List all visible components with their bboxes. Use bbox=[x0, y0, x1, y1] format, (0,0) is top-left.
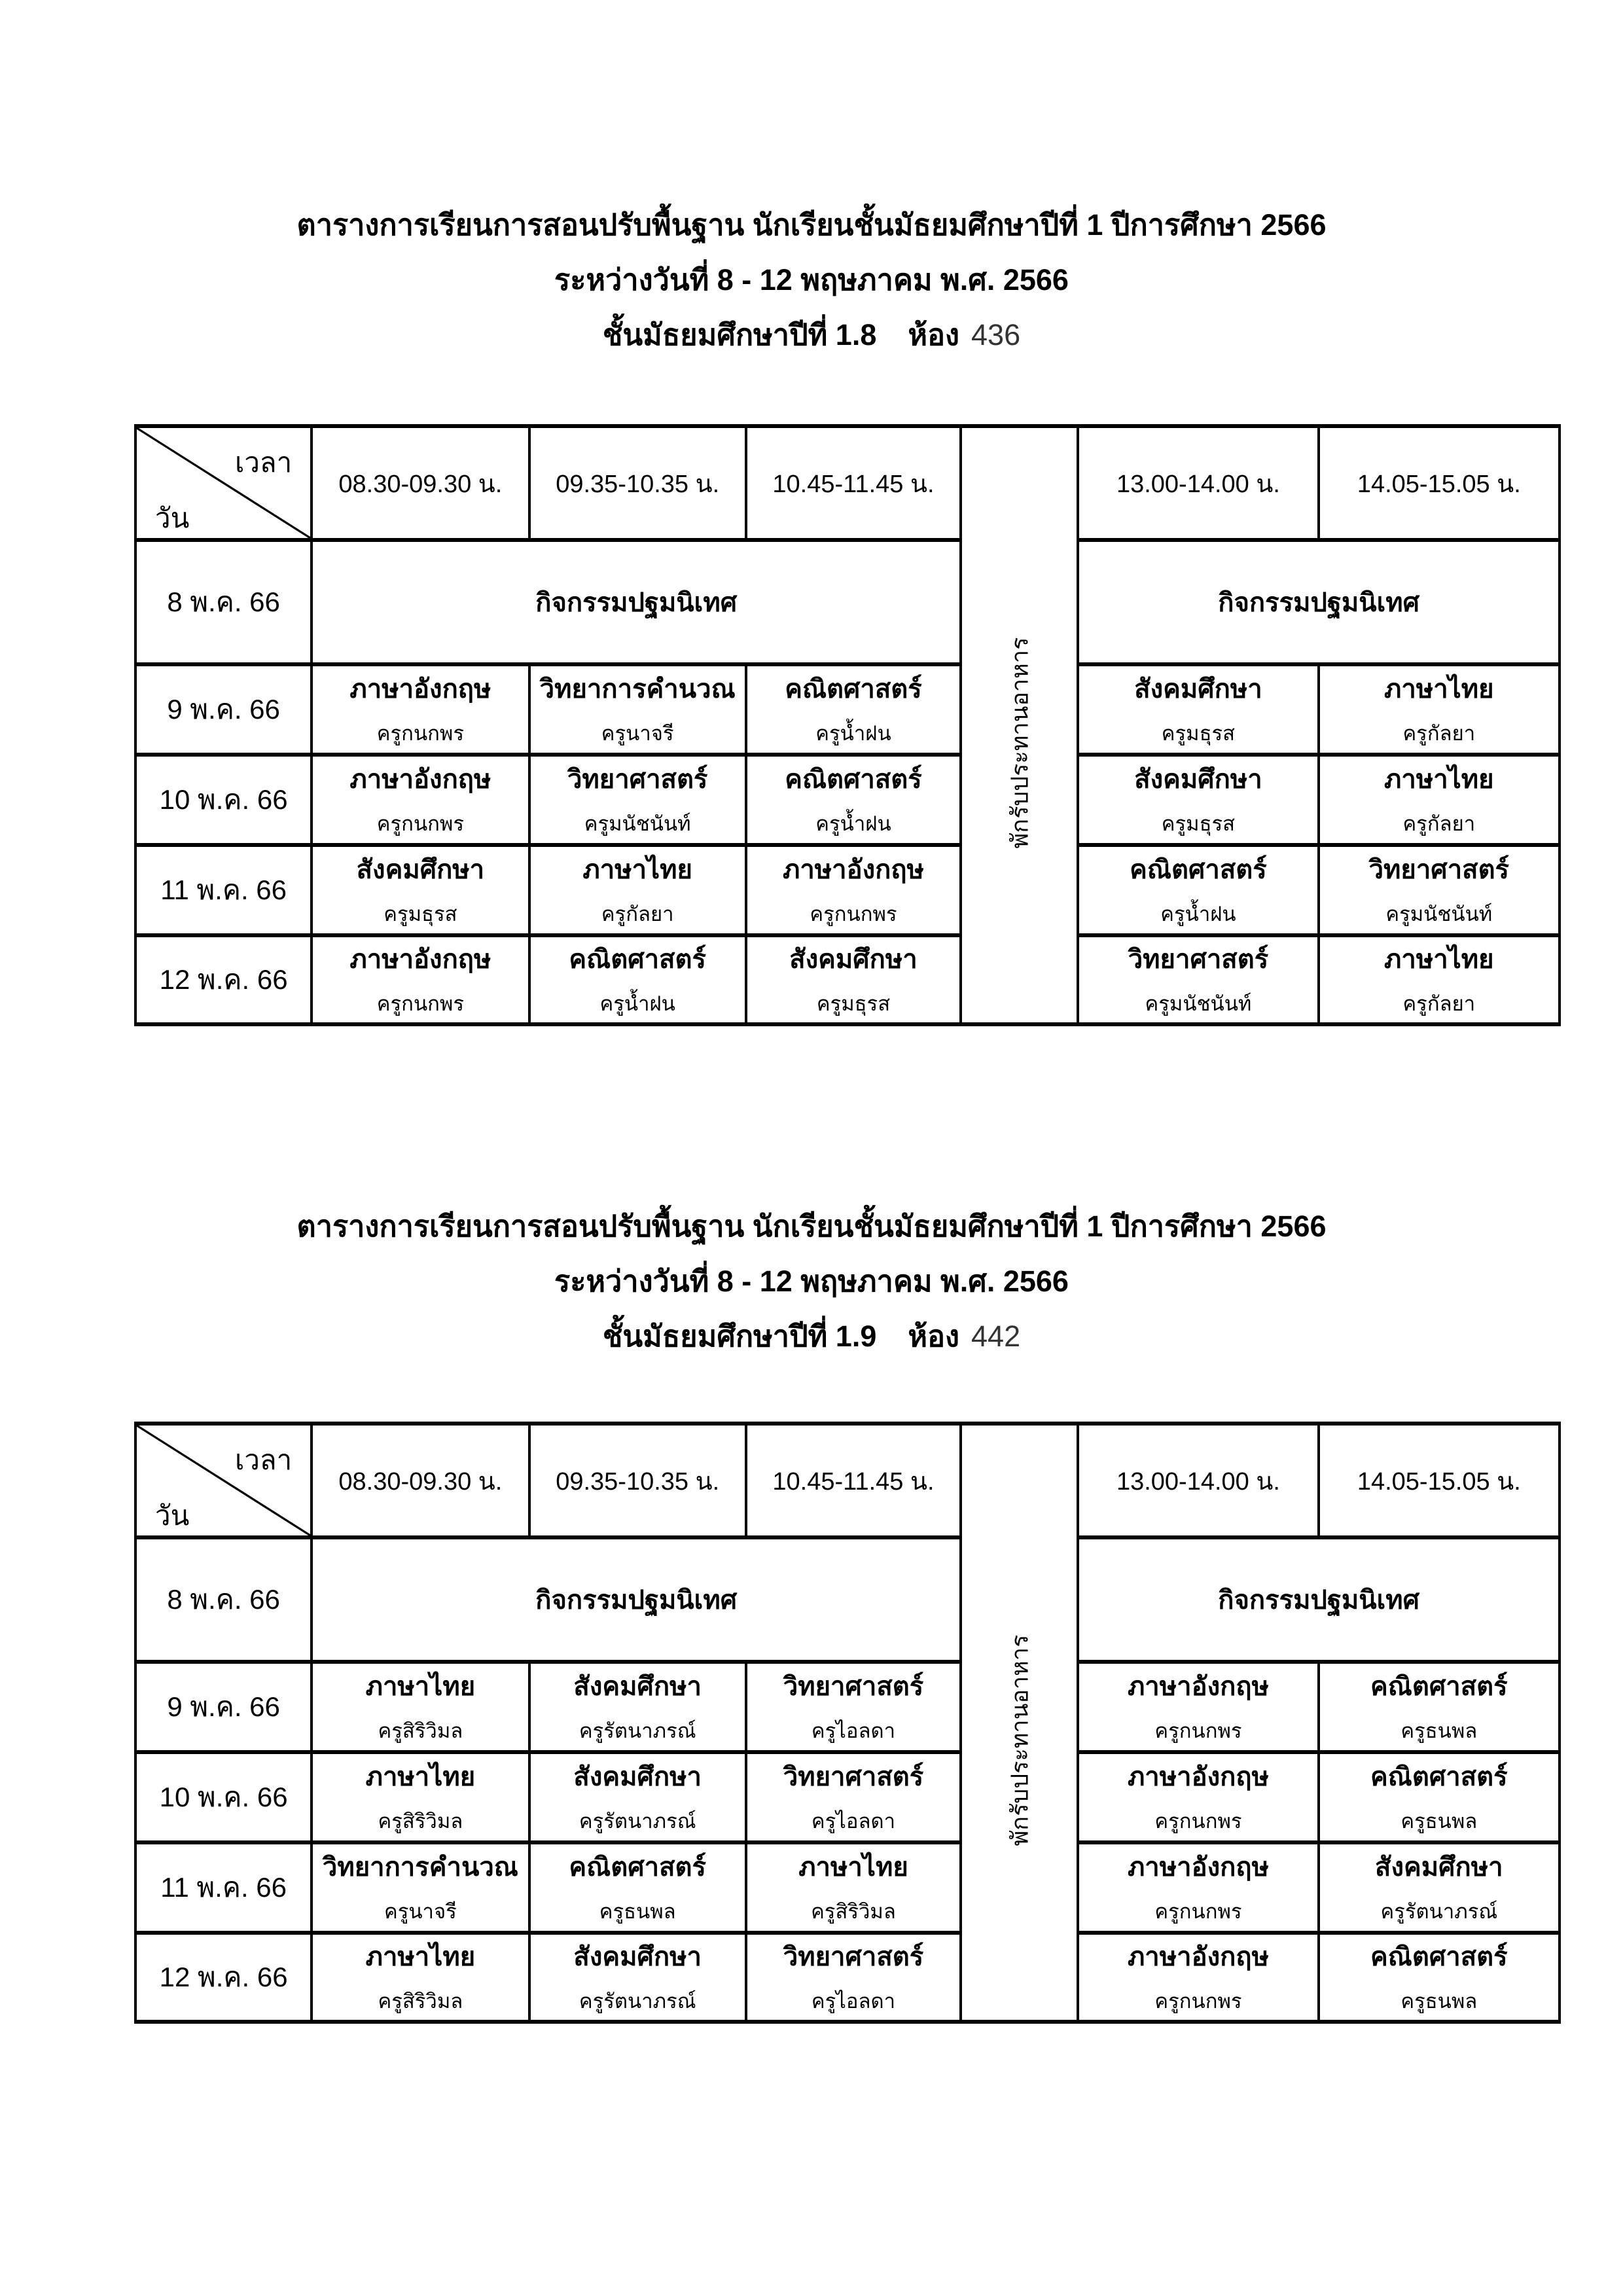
teacher-name: ครูมนัชนันท์ bbox=[1385, 902, 1493, 925]
teacher-name: ครูกนกพร bbox=[1154, 1899, 1242, 1923]
lesson-cell bbox=[1319, 1662, 1560, 1752]
teacher-name: ครูมนัชนันท์ bbox=[1145, 992, 1252, 1015]
orientation-activity-cell: กิจกรรมปฐมนิเทศ bbox=[312, 540, 961, 664]
time-axis-label: เวลา bbox=[234, 447, 293, 478]
teacher-name: ครูมธุรส bbox=[1161, 721, 1236, 745]
teacher-name: ครูสิริวิมล bbox=[378, 1989, 463, 2013]
time-slot-header: 10.45-11.45 น. bbox=[746, 426, 961, 540]
date-cell: 10 พ.ค. 66 bbox=[135, 755, 312, 845]
lesson-cell bbox=[746, 1662, 961, 1752]
subject-name: สังคมศึกษา bbox=[356, 855, 485, 884]
subject-name: ภาษาไทย bbox=[365, 1762, 476, 1791]
subject-name: สังคมศึกษา bbox=[573, 1942, 702, 1971]
date-cell: 9 พ.ค. 66 bbox=[135, 1662, 312, 1752]
teacher-name: ครูนาจรี bbox=[383, 1899, 457, 1923]
lunch-break-label: พักรับประทานอาหาร bbox=[1006, 1634, 1033, 1846]
class-room-line bbox=[0, 308, 1623, 363]
room-label: ห้อง bbox=[908, 1319, 960, 1353]
subject-name: ภาษาไทย bbox=[1384, 764, 1494, 794]
date-range-subtitle: ระหว่างวันที่ 8 - 12 พฤษภาคม พ.ศ. 2566 bbox=[554, 1265, 1069, 1298]
time-axis-label: เวลา bbox=[234, 1444, 293, 1475]
time-slot-header: 13.00-14.00 น. bbox=[1078, 426, 1318, 540]
subject-name: ภาษาไทย bbox=[1384, 944, 1494, 974]
subject-name: วิทยาศาสตร์ bbox=[783, 1672, 924, 1701]
time-slot-header: 08.30-09.30 น. bbox=[312, 1424, 529, 1537]
subject-name: คณิตศาสตร์ bbox=[1370, 1762, 1508, 1791]
lesson-cell bbox=[1319, 664, 1560, 755]
date-cell: 9 พ.ค. 66 bbox=[135, 664, 312, 755]
teacher-name: ครูกัลยา bbox=[601, 902, 674, 925]
lesson-cell bbox=[746, 1752, 961, 1842]
date-cell: 12 พ.ค. 66 bbox=[135, 1933, 312, 2022]
day-axis-label: วัน bbox=[155, 1500, 190, 1532]
lesson-cell bbox=[1078, 1933, 1318, 2022]
teacher-name: ครูกัลยา bbox=[1402, 992, 1476, 1015]
subject-name: ภาษาไทย bbox=[582, 855, 692, 884]
subject-name: ภาษาอังกฤษ bbox=[1127, 1942, 1269, 1971]
date-cell: 12 พ.ค. 66 bbox=[135, 935, 312, 1024]
lesson-cell bbox=[1319, 755, 1560, 845]
teacher-name: ครูกนกพร bbox=[810, 902, 897, 925]
teacher-name: ครูมนัชนันท์ bbox=[584, 812, 691, 835]
lesson-cell bbox=[1078, 1842, 1318, 1933]
subject-name: คณิตศาสตร์ bbox=[785, 764, 922, 794]
lesson-cell bbox=[312, 755, 529, 845]
subject-name: คณิตศาสตร์ bbox=[569, 1852, 706, 1882]
subject-name: วิทยาการคำนวณ bbox=[539, 674, 736, 704]
lesson-cell bbox=[312, 664, 529, 755]
subject-name: วิทยาศาสตร์ bbox=[567, 764, 708, 794]
lunch-break-cell bbox=[961, 1424, 1078, 2022]
subject-name: สังคมศึกษา bbox=[789, 944, 918, 974]
subject-name: วิทยาศาสตร์ bbox=[1128, 944, 1269, 974]
teacher-name: ครูกนกพร bbox=[1154, 1719, 1242, 1742]
lesson-cell bbox=[529, 664, 746, 755]
lesson-cell bbox=[1078, 664, 1318, 755]
lesson-cell bbox=[312, 845, 529, 935]
lesson-cell bbox=[746, 1842, 961, 1933]
teacher-name: ครูมธุรส bbox=[816, 992, 891, 1015]
subject-name: คณิตศาสตร์ bbox=[1370, 1942, 1508, 1971]
teacher-name: ครูไอลดา bbox=[811, 1719, 896, 1742]
teacher-name: ครูกนกพร bbox=[1154, 1809, 1242, 1833]
subject-name: สังคมศึกษา bbox=[1134, 764, 1262, 794]
teacher-name: ครูกัลยา bbox=[1402, 812, 1476, 835]
subject-name: ภาษาไทย bbox=[798, 1852, 908, 1882]
time-slot-header: 13.00-14.00 น. bbox=[1078, 1424, 1318, 1537]
teacher-name: ครูกนกพร bbox=[376, 992, 464, 1015]
lesson-cell bbox=[746, 935, 961, 1024]
lesson-cell bbox=[529, 1933, 746, 2022]
lesson-cell bbox=[529, 1662, 746, 1752]
lesson-cell bbox=[746, 755, 961, 845]
date-cell: 8 พ.ค. 66 bbox=[135, 540, 312, 664]
subject-name: ภาษาอังกฤษ bbox=[1127, 1672, 1269, 1701]
subject-name: ภาษาไทย bbox=[365, 1672, 476, 1701]
lesson-cell bbox=[1319, 1752, 1560, 1842]
lesson-cell bbox=[1319, 1842, 1560, 1933]
subject-name: คณิตศาสตร์ bbox=[569, 944, 706, 974]
title-block-2 bbox=[0, 1199, 1623, 1364]
subject-name: ภาษาอังกฤษ bbox=[349, 764, 491, 794]
subject-name: ภาษาอังกฤษ bbox=[349, 944, 491, 974]
teacher-name: ครูสิริวิมล bbox=[811, 1899, 896, 1923]
teacher-name: ครูมธุรส bbox=[383, 902, 457, 925]
corner-header-cell bbox=[135, 1424, 312, 1537]
lesson-cell bbox=[529, 935, 746, 1024]
lesson-cell bbox=[1319, 935, 1560, 1024]
teacher-name: ครูกนกพร bbox=[376, 721, 464, 745]
day-axis-label: วัน bbox=[155, 503, 190, 534]
lesson-cell bbox=[529, 755, 746, 845]
orientation-activity-cell: กิจกรรมปฐมนิเทศ bbox=[1078, 1537, 1560, 1662]
class-label: ชั้นมัธยมศึกษาปีที่ 1.9 bbox=[602, 1319, 877, 1353]
time-slot-header: 10.45-11.45 น. bbox=[746, 1424, 961, 1537]
time-slot-header: 09.35-10.35 น. bbox=[529, 1424, 746, 1537]
subject-name: วิทยาการคำนวณ bbox=[322, 1852, 518, 1882]
teacher-name: ครูนาจรี bbox=[601, 721, 674, 745]
subject-name: ภาษาไทย bbox=[365, 1942, 476, 1971]
teacher-name: ครูกัลยา bbox=[1402, 721, 1476, 745]
teacher-name: ครูธนพล bbox=[599, 1899, 676, 1923]
timetable-m1-8 bbox=[134, 424, 1561, 1026]
teacher-name: ครูไอลดา bbox=[811, 1809, 896, 1833]
teacher-name: ครูน้ำฝน bbox=[599, 992, 675, 1015]
subject-name: วิทยาศาสตร์ bbox=[783, 1942, 924, 1971]
lesson-cell bbox=[312, 1752, 529, 1842]
subject-name: สังคมศึกษา bbox=[573, 1762, 702, 1791]
lesson-cell bbox=[1319, 845, 1560, 935]
teacher-name: ครูรัตนาภรณ์ bbox=[579, 1809, 696, 1833]
room-number: 436 bbox=[971, 318, 1021, 351]
subject-name: สังคมศึกษา bbox=[1375, 1852, 1503, 1882]
teacher-name: ครูกนกพร bbox=[1154, 1989, 1242, 2013]
teacher-name: ครูธนพล bbox=[1400, 1719, 1478, 1742]
teacher-name: ครูรัตนาภรณ์ bbox=[579, 1719, 696, 1742]
page-title: ตารางการเรียนการสอนปรับพื้นฐาน นักเรียนชั้นมัธยมศึกษาปีที่ 1 ปีการศึกษา 2566 bbox=[296, 1210, 1327, 1243]
teacher-name: ครูน้ำฝน bbox=[815, 812, 891, 835]
lesson-cell bbox=[1078, 755, 1318, 845]
teacher-name: ครูมธุรส bbox=[1161, 812, 1236, 835]
lesson-cell bbox=[746, 664, 961, 755]
date-cell: 11 พ.ค. 66 bbox=[135, 1842, 312, 1933]
subject-name: วิทยาศาสตร์ bbox=[783, 1762, 924, 1791]
date-cell: 11 พ.ค. 66 bbox=[135, 845, 312, 935]
subject-name: สังคมศึกษา bbox=[573, 1672, 702, 1701]
lesson-cell bbox=[746, 845, 961, 935]
corner-header-cell bbox=[135, 426, 312, 540]
subject-name: ภาษาอังกฤษ bbox=[1127, 1762, 1269, 1791]
teacher-name: ครูรัตนาภรณ์ bbox=[579, 1989, 696, 2013]
lesson-cell bbox=[312, 1842, 529, 1933]
teacher-name: ครูไอลดา bbox=[811, 1989, 896, 2013]
class-room-line bbox=[0, 1309, 1623, 1364]
lesson-cell bbox=[529, 845, 746, 935]
page-title: ตารางการเรียนการสอนปรับพื้นฐาน นักเรียนชั้นมัธยมศึกษาปีที่ 1 ปีการศึกษา 2566 bbox=[296, 208, 1327, 242]
time-slot-header: 14.05-15.05 น. bbox=[1319, 426, 1560, 540]
room-number: 442 bbox=[971, 1319, 1021, 1353]
room-label: ห้อง bbox=[908, 318, 960, 351]
teacher-name: ครูธนพล bbox=[1400, 1809, 1478, 1833]
teacher-name: ครูสิริวิมล bbox=[378, 1809, 463, 1833]
time-slot-header: 08.30-09.30 น. bbox=[312, 426, 529, 540]
teacher-name: ครูกนกพร bbox=[376, 812, 464, 835]
teacher-name: ครูสิริวิมล bbox=[378, 1719, 463, 1742]
teacher-name: ครูรัตนาภรณ์ bbox=[1380, 1899, 1498, 1923]
class-label: ชั้นมัธยมศึกษาปีที่ 1.8 bbox=[602, 318, 877, 351]
subject-name: ภาษาไทย bbox=[1384, 674, 1494, 704]
lesson-cell bbox=[312, 1662, 529, 1752]
subject-name: ภาษาอังกฤษ bbox=[1127, 1852, 1269, 1882]
lesson-cell bbox=[529, 1842, 746, 1933]
subject-name: คณิตศาสตร์ bbox=[785, 674, 922, 704]
timetable-m1-9 bbox=[134, 1422, 1561, 2024]
subject-name: วิทยาศาสตร์ bbox=[1368, 855, 1510, 884]
date-cell: 8 พ.ค. 66 bbox=[135, 1537, 312, 1662]
orientation-activity-cell: กิจกรรมปฐมนิเทศ bbox=[312, 1537, 961, 1662]
title-block-1 bbox=[0, 198, 1623, 363]
date-cell: 10 พ.ค. 66 bbox=[135, 1752, 312, 1842]
subject-name: คณิตศาสตร์ bbox=[1130, 855, 1267, 884]
subject-name: สังคมศึกษา bbox=[1134, 674, 1262, 704]
time-slot-header: 14.05-15.05 น. bbox=[1319, 1424, 1560, 1537]
lunch-break-cell bbox=[961, 426, 1078, 1024]
lunch-break-label: พักรับประทานอาหาร bbox=[1006, 637, 1033, 849]
lesson-cell bbox=[1319, 1933, 1560, 2022]
lesson-cell bbox=[1078, 845, 1318, 935]
orientation-activity-cell: กิจกรรมปฐมนิเทศ bbox=[1078, 540, 1560, 664]
lesson-cell bbox=[1078, 1662, 1318, 1752]
teacher-name: ครูน้ำฝน bbox=[815, 721, 891, 745]
lesson-cell bbox=[746, 1933, 961, 2022]
subject-name: คณิตศาสตร์ bbox=[1370, 1672, 1508, 1701]
date-range-subtitle: ระหว่างวันที่ 8 - 12 พฤษภาคม พ.ศ. 2566 bbox=[554, 263, 1069, 296]
time-slot-header: 09.35-10.35 น. bbox=[529, 426, 746, 540]
lesson-cell bbox=[312, 1933, 529, 2022]
teacher-name: ครูธนพล bbox=[1400, 1989, 1478, 2013]
lesson-cell bbox=[312, 935, 529, 1024]
subject-name: ภาษาอังกฤษ bbox=[349, 674, 491, 704]
lesson-cell bbox=[529, 1752, 746, 1842]
lesson-cell bbox=[1078, 935, 1318, 1024]
subject-name: ภาษาอังกฤษ bbox=[782, 855, 924, 884]
teacher-name: ครูน้ำฝน bbox=[1160, 902, 1236, 925]
lesson-cell bbox=[1078, 1752, 1318, 1842]
